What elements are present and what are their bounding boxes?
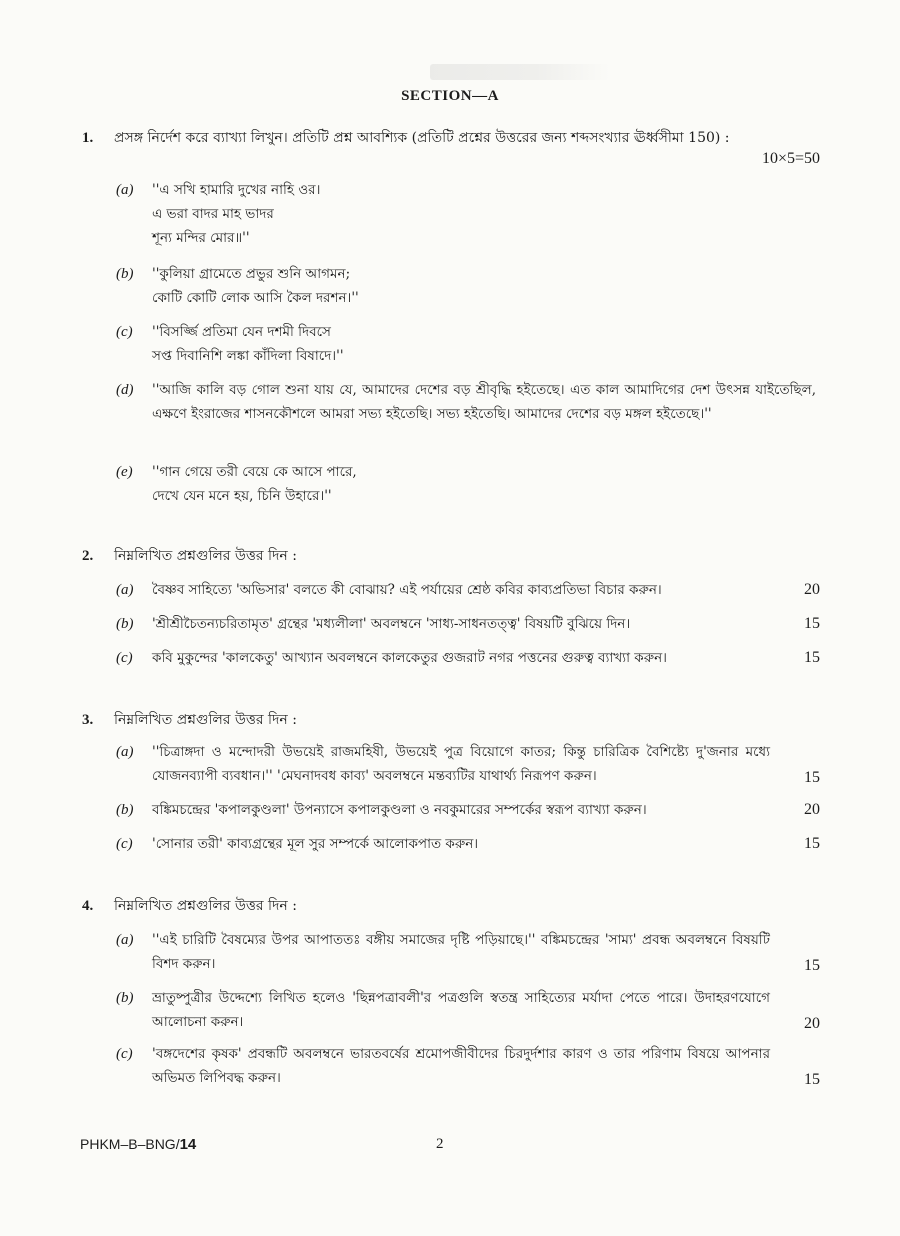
item-marks: 20	[804, 801, 820, 818]
item-label: (b)	[116, 616, 134, 632]
item-marks: 20	[804, 581, 820, 598]
question-number: 3.	[82, 712, 94, 728]
question-3-header	[82, 710, 822, 730]
question-3c	[116, 832, 820, 856]
item-label: (c)	[116, 324, 133, 340]
paper-code-number: 14	[179, 1136, 197, 1153]
question-instruction: প্রসঙ্গ নির্দেশ করে ব্যাখ্যা লিখুন। প্রতিটি প্রশ্ন আবশ্যিক (প্রতিটি প্রশ্নের উত্তরের জন্য শব্দসংখ্যার ঊর্ধ্বসীমা 150) :	[114, 130, 730, 146]
item-text: বৈষ্ণব সাহিত্যে 'অভিসার' বলতে কী বোঝায়? এই পর্যায়ের শ্রেষ্ঠ কবির কাব্যপ্রতিভা বিচার করুন।	[152, 582, 662, 598]
page-number: 2	[436, 1136, 444, 1152]
paper-code-text: PHKM–B–BNG/	[80, 1136, 180, 1152]
item-label: (a)	[116, 744, 134, 760]
item-marks: 15	[804, 835, 820, 852]
question-instruction: নিম্নলিখিত প্রশ্নগুলির উত্তর দিন :	[114, 548, 297, 564]
item-label: (a)	[116, 582, 134, 598]
question-4b	[116, 986, 820, 1034]
item-marks: 15	[804, 957, 820, 974]
item-label: (b)	[116, 990, 134, 1006]
question-4a	[116, 928, 820, 976]
question-2b	[116, 612, 820, 636]
item-marks: 20	[804, 1015, 820, 1032]
item-label: (c)	[116, 1046, 133, 1062]
item-text: ''চিত্রাঙ্গদা ও মন্দোদরী উভয়েই রাজমহিষী, উভয়েই পুত্র বিয়োগে কাতর; কিন্তু চারিত্রিক বৈশিষ্ট্যে দু'জনার মধ্যে যোজনব্যাপী ব্যবধান।'' 'মেঘনাদবধ কাব্য' অবলম্বনে মন্তব্যটির যাথার্থ্য নিরূপণ করুন।	[152, 744, 770, 784]
question-number: 1.	[82, 130, 94, 146]
item-label: (b)	[116, 802, 134, 818]
question-4-header	[82, 896, 822, 916]
item-label: (e)	[116, 464, 133, 480]
question-instruction: নিম্নলিখিত প্রশ্নগুলির উত্তর দিন :	[114, 898, 297, 914]
question-2a	[116, 578, 820, 602]
item-marks: 15	[804, 649, 820, 666]
question-1-header	[82, 128, 822, 148]
item-label: (c)	[116, 836, 133, 852]
bleed-through-smudge	[430, 64, 610, 80]
item-text: 'শ্রীশ্রীচৈতন্যচরিতামৃত' গ্রন্থের 'মধ্যলীলা' অবলম্বনে 'সাধ্য-সাধনতত্ত্ব' বিষয়টি বুঝিয়ে দিন।	[152, 616, 631, 632]
item-text: ''কুলিয়া গ্রামেতে প্রভুর শুনি আগমন; কোটি কোটি লোক আসি কৈল দরশন।''	[152, 266, 359, 306]
question-3a	[116, 740, 820, 788]
item-text: 'সোনার তরী' কাব্যগ্রন্থের মূল সুর সম্পর্কে আলোকপাত করুন।	[152, 836, 479, 852]
question-1-marks: 10×5=50	[761, 150, 820, 167]
question-1d	[116, 378, 816, 426]
item-text: ''আজি কালি বড় গোল শুনা যায় যে, আমাদের দেশের বড় শ্রীবৃদ্ধি হইতেছে। এত কাল আমাদিগের দেশ উৎসন্ন যাইতেছিল, এক্ষণে ইংরাজের শাসনকৌশলে আমরা সভ্য হইতেছি। সভ্য হইতেছি। আমাদের দেশের বড় মঙ্গল হইতেছে।''	[152, 382, 816, 422]
item-text: ''এ সখি হামারি দুখের নাহি ওর। এ ভরা বাদর মাহ ভাদর শূন্য মন্দির মোর॥''	[152, 182, 321, 246]
item-text: কবি মুকুন্দের 'কালকেতু' আখ্যান অবলম্বনে কালকেতুর গুজরাট নগর পত্তনের গুরুত্ব ব্যাখ্যা করুন।	[152, 650, 667, 666]
item-label: (c)	[116, 650, 133, 666]
question-1e	[116, 460, 816, 508]
item-text: বঙ্কিমচন্দ্রের 'কপালকুণ্ডলা' উপন্যাসে কপালকুণ্ডলা ও নবকুমারের সম্পর্কের স্বরূপ ব্যাখ্যা করুন।	[152, 802, 647, 818]
item-text: ''বিসর্জ্জি প্রতিমা যেন দশমী দিবসে সপ্ত দিবানিশি লঙ্কা কাঁদিলা বিষাদে।''	[152, 324, 344, 364]
item-text: ''গান গেয়ে তরী বেয়ে কে আসে পারে, দেখে যেন মনে হয়, চিনি উহারে।''	[152, 464, 357, 504]
question-1b	[116, 262, 816, 310]
question-2-header	[82, 546, 822, 566]
question-1a	[116, 178, 816, 250]
item-label: (a)	[116, 932, 134, 948]
item-marks: 15	[804, 615, 820, 632]
question-2c	[116, 646, 820, 670]
item-text: ''এই চারিটি বৈষম্যের উপর আপাততঃ বঙ্গীয় সমাজের দৃষ্টি পড়িয়াছে।'' বঙ্কিমচন্দ্রের 'সাম্য' প্রবন্ধ অবলম্বনে বিষয়টি বিশদ করুন।	[152, 932, 770, 972]
paper-code	[80, 1136, 196, 1153]
item-label: (d)	[116, 382, 134, 398]
item-marks: 15	[804, 769, 820, 786]
question-number: 4.	[82, 898, 94, 914]
question-4c	[116, 1042, 820, 1090]
question-3b	[116, 798, 820, 822]
question-1c	[116, 320, 816, 368]
item-marks: 15	[804, 1071, 820, 1088]
item-label: (a)	[116, 182, 134, 198]
section-title: SECTION—A	[401, 88, 499, 104]
item-text: ভ্রাতুষ্পুত্রীর উদ্দেশ্যে লিখিত হলেও 'ছিন্নপত্রাবলী'র পত্রগুলি স্বতন্ত্র সাহিত্যের মর্যাদা পেতে পারে। উদাহরণযোগে আলোচনা করুন।	[152, 990, 770, 1030]
item-label: (b)	[116, 266, 134, 282]
item-text: 'বঙ্গদেশের কৃষক' প্রবন্ধটি অবলম্বনে ভারতবর্ষের শ্রমোপজীবীদের চিরদুর্দশার কারণ ও তার পরিণাম বিষয়ে আপনার অভিমত লিপিবদ্ধ করুন।	[152, 1046, 770, 1086]
question-instruction: নিম্নলিখিত প্রশ্নগুলির উত্তর দিন :	[114, 712, 297, 728]
question-number: 2.	[82, 548, 94, 564]
